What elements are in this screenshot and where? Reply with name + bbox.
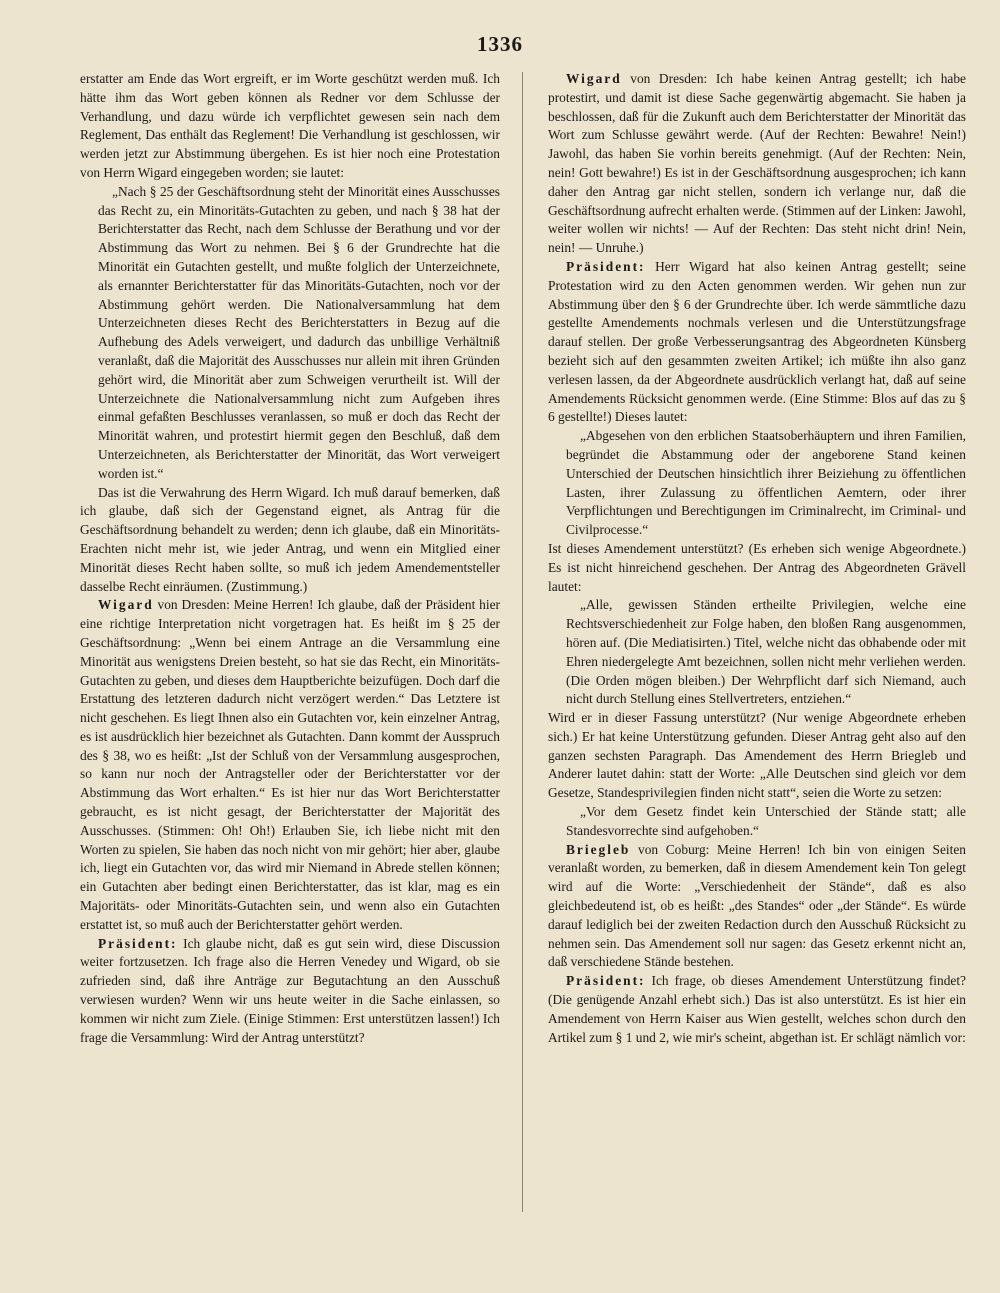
paragraph <box>548 709 966 803</box>
right-column <box>548 70 966 1047</box>
paragraph-text: „Vor dem Gesetz findet kein Unterschied der Stände statt; alle Standesvorrechte sind aufgehoben.“ <box>566 804 966 838</box>
paragraph <box>80 70 500 183</box>
page-number: 1336 <box>477 32 523 56</box>
quoted-text <box>98 183 500 484</box>
speaker-name: Präsident: <box>98 935 178 951</box>
paragraph-text: Ich glaube nicht, daß es gut sein wird, diese Discussion weiter fortzusetzen. Ich frage also die Herren Venedey und Wigard, ob sie zufrieden sind, daß ihre Anträge zur Begutachtung an den Ausschuß verwiesen wurden? Wenn wir uns heute weiter in die Sache einlassen, so kommen wir nicht zum Ziele. (Einige Stimmen: Erst unterstützen lassen!) Ich frage die Versammlung: Wird der Antrag unterstützt? <box>80 935 500 1045</box>
speaker-paragraph <box>80 596 500 934</box>
speaker-paragraph <box>548 972 966 1047</box>
speaker-name: Wigard <box>98 597 154 613</box>
speaker-paragraph <box>548 70 966 258</box>
left-column <box>80 70 500 1047</box>
paragraph-text: Herr Wigard hat also keinen Antrag gestellt; seine Protestation wird zu den Acten genommen werden. Wir gehen nun zur Abstimmung über den § 6 der Grundrechte über. Ich werde sämmtliche dazu gestellte Amendements nochmals verlesen und die Unterstützungsfrage darauf stellen. Der große Verbesserungsantrag des Abgeordneten Künsberg bezieht sich auf den gesammten zweiten Artikel; ich müßte ihn also ganz verlesen lassen, da der Abgeordnete ausdrücklich verlangt hat, daß auf seine Amendements Rücksicht genommen werde. (Eine Stimme: Blos auf das zu § 6 gestellte!) Dieses lautet: <box>548 258 966 425</box>
paragraph-text: „Abgesehen von den erblichen Staatsoberhäuptern und ihren Familien, begründet die Abstammung oder der angeborene Stand keinen Unterschied der Deutschen hinsichtlich ihrer Beiziehung zu öffentlichen Lasten, ihrer Zulassung zu öffentlichen Aemtern, oder ihrer Verpflichtungen und Berechtigungen im Criminalrecht, im Criminal- und Civilprocesse.“ <box>566 428 966 538</box>
speaker-paragraph <box>548 258 966 427</box>
paragraph-text: von Coburg: Meine Herren! Ich bin von einigen Seiten veranlaßt worden, zu bemerken, daß in diesem Amendement kein Ton gelegt wird auf die Worte: „Verschiedenheit der Stände“, daß es also gleichbedeutend ist, ob es heißt: „des Standes“ oder „der Stände“. Es würde darauf lediglich bei der zweiten Redaction durch den Ausschuß Rücksicht zu nehmen sein. Das Amendement soll nur sagen: das Gesetz erkennt nicht an, daß verschiedene Stände bestehen. <box>548 841 966 970</box>
paragraph-text: Ist dieses Amendement unterstützt? (Es erheben sich wenige Abgeordnete.) Es ist nicht hinreichend geschehen. Der Antrag des Abgeordneten Grävell lautet: <box>548 540 966 594</box>
paragraph-text: von Dresden: Meine Herren! Ich glaube, daß der Präsident hier eine richtige Interpretation nicht vorgetragen hat. Es heißt im § 25 der Geschäftsordnung: „Wenn bei einem Antrage an die Versammlung eine Minorität aus wenigstens Dreien besteht, so hat sie das Recht, ein Minoritäts-Gutachten zu geben, und dieses dem Hauptberichte beizufügen. Doch darf die Erstattung des letzteren dadurch nicht verzögert werden.“ Das Letztere ist nicht geschehen. Es liegt Ihnen also ein Gutachten vor, kein einzelner Antrag, es ist ausdrücklich hier bezeichnet als Gutachten. Dann kommt der Ausspruch des § 38, wo es heißt: „Ist der Schluß von der Versammlung ausgesprochen, so kann nur noch der Antragsteller oder der Berichterstatter vor der Abstimmung das Wort erhalten.“ Es ist hier nur das Wort Berichterstatter gebraucht, es ist nicht gesagt, der Berichterstatter der Majorität des Ausschusses. (Stimmen: Oh! Oh!) Erlauben Sie, ich liebe nicht mit den Worten zu spielen, Sie haben das noch nicht von mir gehört; hier aber, glaube ich, liegt ein Gutachten vor, das wird mir Niemand in Abrede stellen können; ein Gutachten aber bedingt einen Berichterstatter, das ist klar, mag es ein Majoritäts- oder Minoritäts-Gutachten sein, und wenn also ein Gutachten erstattet ist, so muß auch der Berichterstatter gehört werden. <box>80 597 500 932</box>
speaker-name: Präsident: <box>566 258 646 274</box>
paragraph <box>548 540 966 596</box>
column-divider <box>522 72 523 1212</box>
speaker-paragraph <box>548 841 966 973</box>
quoted-text <box>566 427 966 540</box>
paragraph-text: erstatter am Ende das Wort ergreift, er im Worte geschützt werden muß. Ich hätte ihm das Wort geben können als Redner vor dem Schlusse der Verhandlung, und dazu würde ich verpflichtet gewesen sein nach dem Reglement, Das enthält das Reglement! Die Verhandlung ist geschlossen, wir werden jetzt zur Abstimmung übergehen. Es ist hier noch eine Protestation von Herrn Wigard eingegeben worden; sie lautet: <box>80 71 500 180</box>
paragraph-text: Wird er in dieser Fassung unterstützt? (Nur wenige Abgeordnete erheben sich.) Er hat keine Unterstützung gefunden. Dieser Antrag geht also auf den ganzen sechsten Paragraph. Das Amendement des Herrn Briegleb und Anderer lautet dahin: statt der Worte: „Alle Deutschen sind gleich vor dem Gesetze, Standesprivilegien finden nicht statt“, seien die Worte zu setzen: <box>548 710 966 801</box>
paragraph-text: Das ist die Verwahrung des Herrn Wigard. Ich muß darauf bemerken, daß ich glaube, daß sich der Gegenstand eignet, als Antrag für die Geschäftsordnung behandelt zu werden; denn ich glaube, daß ein Minoritäts-Erachten nicht mehr ist, wie jeder Antrag, und wenn ein Mitglied einer Minorität dieses Recht haben sollte, so muß ich jedem Amendementsteller dasselbe Recht einräumen. (Zustimmung.) <box>80 484 500 594</box>
paragraph-text: von Dresden: Ich habe keinen Antrag gestellt; ich habe protestirt, und damit ist diese Sache gegenwärtig abgemacht. Sie haben ja beschlossen, daß für die Zukunft auch dem Berichterstatter der Minorität das Wort zum Schlusse gewährt werde. (Auf der Rechten: Bewahre! Nein!) Jawohl, das haben Sie vorhin bereits genehmigt. (Auf der Rechten: Nein, nein! Gott bewahre!) Es ist in der Geschäftsordnung ausgesprochen; ich kann daher den Antrag gar nicht stellen, sondern ich verlange nur, daß die Geschäftsordnung aufrecht erhalten werde. (Stimmen auf der Linken: Jawohl, weiter wollen wir nichts! — Auf der Rechten: Das steht nicht drin! Nein, nein! — Unruhe.) <box>548 71 966 256</box>
paragraph-text: Ich frage, ob dieses Amendement Unterstützung findet? (Die genügende Anzahl erhebt sich.) Das ist also unterstützt. Es ist hier ein Amendement von Herrn Kaiser aus Wien gestellt, welches schon durch den Artikel zum § 1 und 2, wie mir's scheint, abgethan ist. Er schlägt nämlich vor: <box>548 973 966 1045</box>
paragraph-text: „Alle, gewissen Ständen ertheilte Privilegien, welche eine Rechtsverschiedenheit zur Folge haben, den bloßen Rang ausgenommen, hören auf. (Die Mediatisirten.) Titel, welche nicht das obhabende oder mit Ehren niedergelegte Amt bezeichnen, sollen nicht mehr verliehen werden. (Die Orden mögen bleiben.) Der Wehrpflicht darf sich Niemand, auch nicht durch Stellung eines Stellvertreters, entziehen.“ <box>566 597 966 707</box>
quoted-text <box>566 803 966 841</box>
paragraph-text: „Nach § 25 der Geschäftsordnung steht der Minorität eines Ausschusses das Recht zu, ein Minoritäts-Gutachten zu geben, und nach § 38 hat der Berichterstatter das Recht, nach dem Schlusse der Berathung und vor der Abstimmung das Wort zu nehmen. Bei § 6 der Grundrechte hat die Minorität ein Gutachten gestellt, und mußte folglich der Unterzeichnete, als ernannter Berichterstatter für das Minoritäts-Gutachten, noch vor der Abstimmung gehört werden. Die Nationalversammlung hat dem Unterzeichneten dieses Recht des Berichterstatters in Bezug auf die Aufhebung des Adels verweigert, und dadurch das unbillige Verhältniß veranlaßt, daß die Majorität des Ausschusses nur allein mit ihren Gründen gehört wird, die Minorität aber zum Schweigen verurtheilt ist. Will der Unterzeichnete die Nationalversammlung nicht zum Aufgeben ihres einmal gefaßten Beschlusses veranlassen, so muß er doch das Recht der Minorität wahren, und protestirt hiermit gegen den Beschluß, daß dem Unterzeichneten, als Berichterstatter der Minorität, das Wort verweigert worden ist.“ <box>98 183 500 481</box>
speaker-paragraph <box>80 935 500 1048</box>
speaker-name: Präsident: <box>566 973 646 989</box>
paragraph <box>80 484 500 597</box>
quoted-text <box>566 596 966 709</box>
speaker-name: Wigard <box>566 71 622 86</box>
speaker-name: Briegleb <box>566 841 631 857</box>
